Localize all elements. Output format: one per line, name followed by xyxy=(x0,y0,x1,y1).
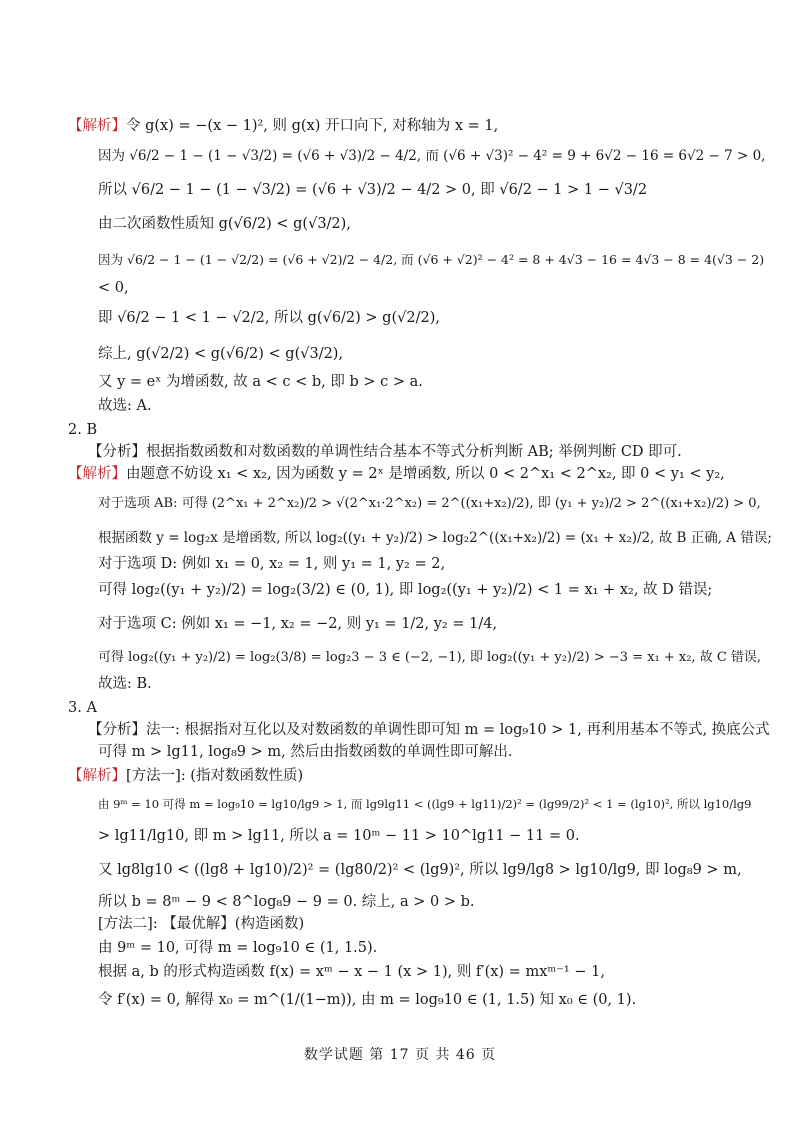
text-line: [方法二]: 【最优解】(构造函数) xyxy=(98,916,305,932)
text-line: 所以 b = 8ᵐ − 9 < 8^log₈9 − 9 = 0. 综上, a > 0 > b. xyxy=(98,894,475,910)
text-line: 可得 m > lg11, log₈9 > m, 然后由指数函数的单调性即可解出. xyxy=(98,744,513,760)
text-line: < 0, xyxy=(98,280,129,296)
text-line: 【解析】令 g(x) = −(x − 1)², 则 g(x) 开口向下, 对称轴为 x = 1, xyxy=(68,118,499,134)
text-line: 对于选项 D: 例如 x₁ = 0, x₂ = 1, 则 y₁ = 1, y₂ = 2, xyxy=(98,556,446,572)
text-line: 又 y = eˣ 为增函数, 故 a < c < b, 即 b > c > a. xyxy=(98,374,423,390)
text-line: 因为 √6/2 − 1 − (1 − √3/2) = (√6 + √3)/2 − 4/2, 而 (√6 + √3)² − 4² = 9 + 6√2 − 16 = 6√2 − 7 > 0, xyxy=(98,148,766,164)
text-line: 即 √6/2 − 1 < 1 − √2/2, 所以 g(√6/2) > g(√2/2), xyxy=(98,310,440,326)
text-line: 可得 log₂((y₁ + y₂)/2) = log₂(3/2) ∈ (0, 1), 即 log₂((y₁ + y₂)/2) < 1 = x₁ + x₂, 故 D 错误; xyxy=(98,582,713,598)
text-line: 由 9ᵐ = 10, 可得 m = log₉10 ∈ (1, 1.5). xyxy=(98,940,378,956)
question-number: 3. A xyxy=(68,700,97,716)
text-line: 因为 √6/2 − 1 − (1 − √2/2) = (√6 + √2)/2 − 4/2, 而 (√6 + √2)² − 4² = 8 + 4√3 − 16 = 4√3 − 8 = 4(√3 − 2) xyxy=(98,252,765,267)
text-line: 对于选项 AB: 可得 (2^x₁ + 2^x₂)/2 > √(2^x₁·2^x₂) = 2^((x₁+x₂)/2), 即 (y₁ + y₂)/2 > 2^((x₁+x₂)/2) > 0, xyxy=(98,496,761,511)
text-line: 由 9ᵐ = 10 可得 m = log₉10 = lg10/lg9 > 1, 而 lg9lg11 < ((lg9 + lg11)/2)² = (lg99/2)² < 1 = (lg10)², 所以 lg10/lg9 xyxy=(98,797,752,811)
page-footer: 数学试题 第 17 页 共 46 页 xyxy=(303,1047,497,1063)
analysis-tag: 【解析】 xyxy=(68,118,126,134)
text-line: 【解析】由题意不妨设 x₁ < x₂, 因为函数 y = 2ˣ 是增函数, 所以 0 < 2^x₁ < 2^x₂, 即 0 < y₁ < y₂, xyxy=(68,466,725,482)
text-line: 故选: A. xyxy=(98,398,152,414)
text-line: 可得 log₂((y₁ + y₂)/2) = log₂(3/8) = log₂3 − 3 ∈ (−2, −1), 即 log₂((y₁ + y₂)/2) > −3 = x₁ + x₂, 故 C 错误, xyxy=(98,650,762,665)
text-line: 令 f′(x) = 0, 解得 x₀ = m^(1/(1−m)), 由 m = log₉10 ∈ (1, 1.5) 知 x₀ ∈ (0, 1). xyxy=(98,992,637,1008)
text-line: 故选: B. xyxy=(98,676,152,692)
text-line: 根据 a, b 的形式构造函数 f(x) = xᵐ − x − 1 (x > 1), 则 f′(x) = mxᵐ⁻¹ − 1, xyxy=(98,964,605,980)
text-line: 所以 √6/2 − 1 − (1 − √3/2) = (√6 + √3)/2 − 4/2 > 0, 即 √6/2 − 1 > 1 − √3/2 xyxy=(98,182,648,198)
text-line: 对于选项 C: 例如 x₁ = −1, x₂ = −2, 则 y₁ = 1/2, y₂ = 1/4, xyxy=(98,616,498,632)
text-line: 根据函数 y = log₂x 是增函数, 所以 log₂((y₁ + y₂)/2) > log₂2^((x₁+x₂)/2) = (x₁ + x₂)/2, 故 B 正确, A 错误; xyxy=(98,530,772,546)
text-line: 综上, g(√2/2) < g(√6/2) < g(√3/2), xyxy=(98,346,344,362)
text-line: > lg11/lg10, 即 m > lg11, 所以 a = 10ᵐ − 11 > 10^lg11 − 11 = 0. xyxy=(98,828,580,844)
text-line: 【分析】根据指数函数和对数函数的单调性结合基本不等式分析判断 AB; 举例判断 CD 即可. xyxy=(88,444,682,460)
text-line: 【解析】[方法一]: (指对数函数性质) xyxy=(68,768,304,784)
question-number: 2. B xyxy=(68,422,98,438)
text-line: 【分析】法一: 根据指对互化以及对数函数的单调性即可知 m = log₉10 > 1, 再利用基本不等式, 换底公式 xyxy=(88,722,770,738)
analysis-tag: 【解析】 xyxy=(68,768,126,784)
text-line: 又 lg8lg10 < ((lg8 + lg10)/2)² = (lg80/2)² < (lg9)², 所以 lg9/lg8 > lg10/lg9, 即 log₈9 > m, xyxy=(98,862,742,878)
analysis-tag: 【解析】 xyxy=(68,466,126,482)
text-line: 由二次函数性质知 g(√6/2) < g(√3/2), xyxy=(98,216,351,232)
